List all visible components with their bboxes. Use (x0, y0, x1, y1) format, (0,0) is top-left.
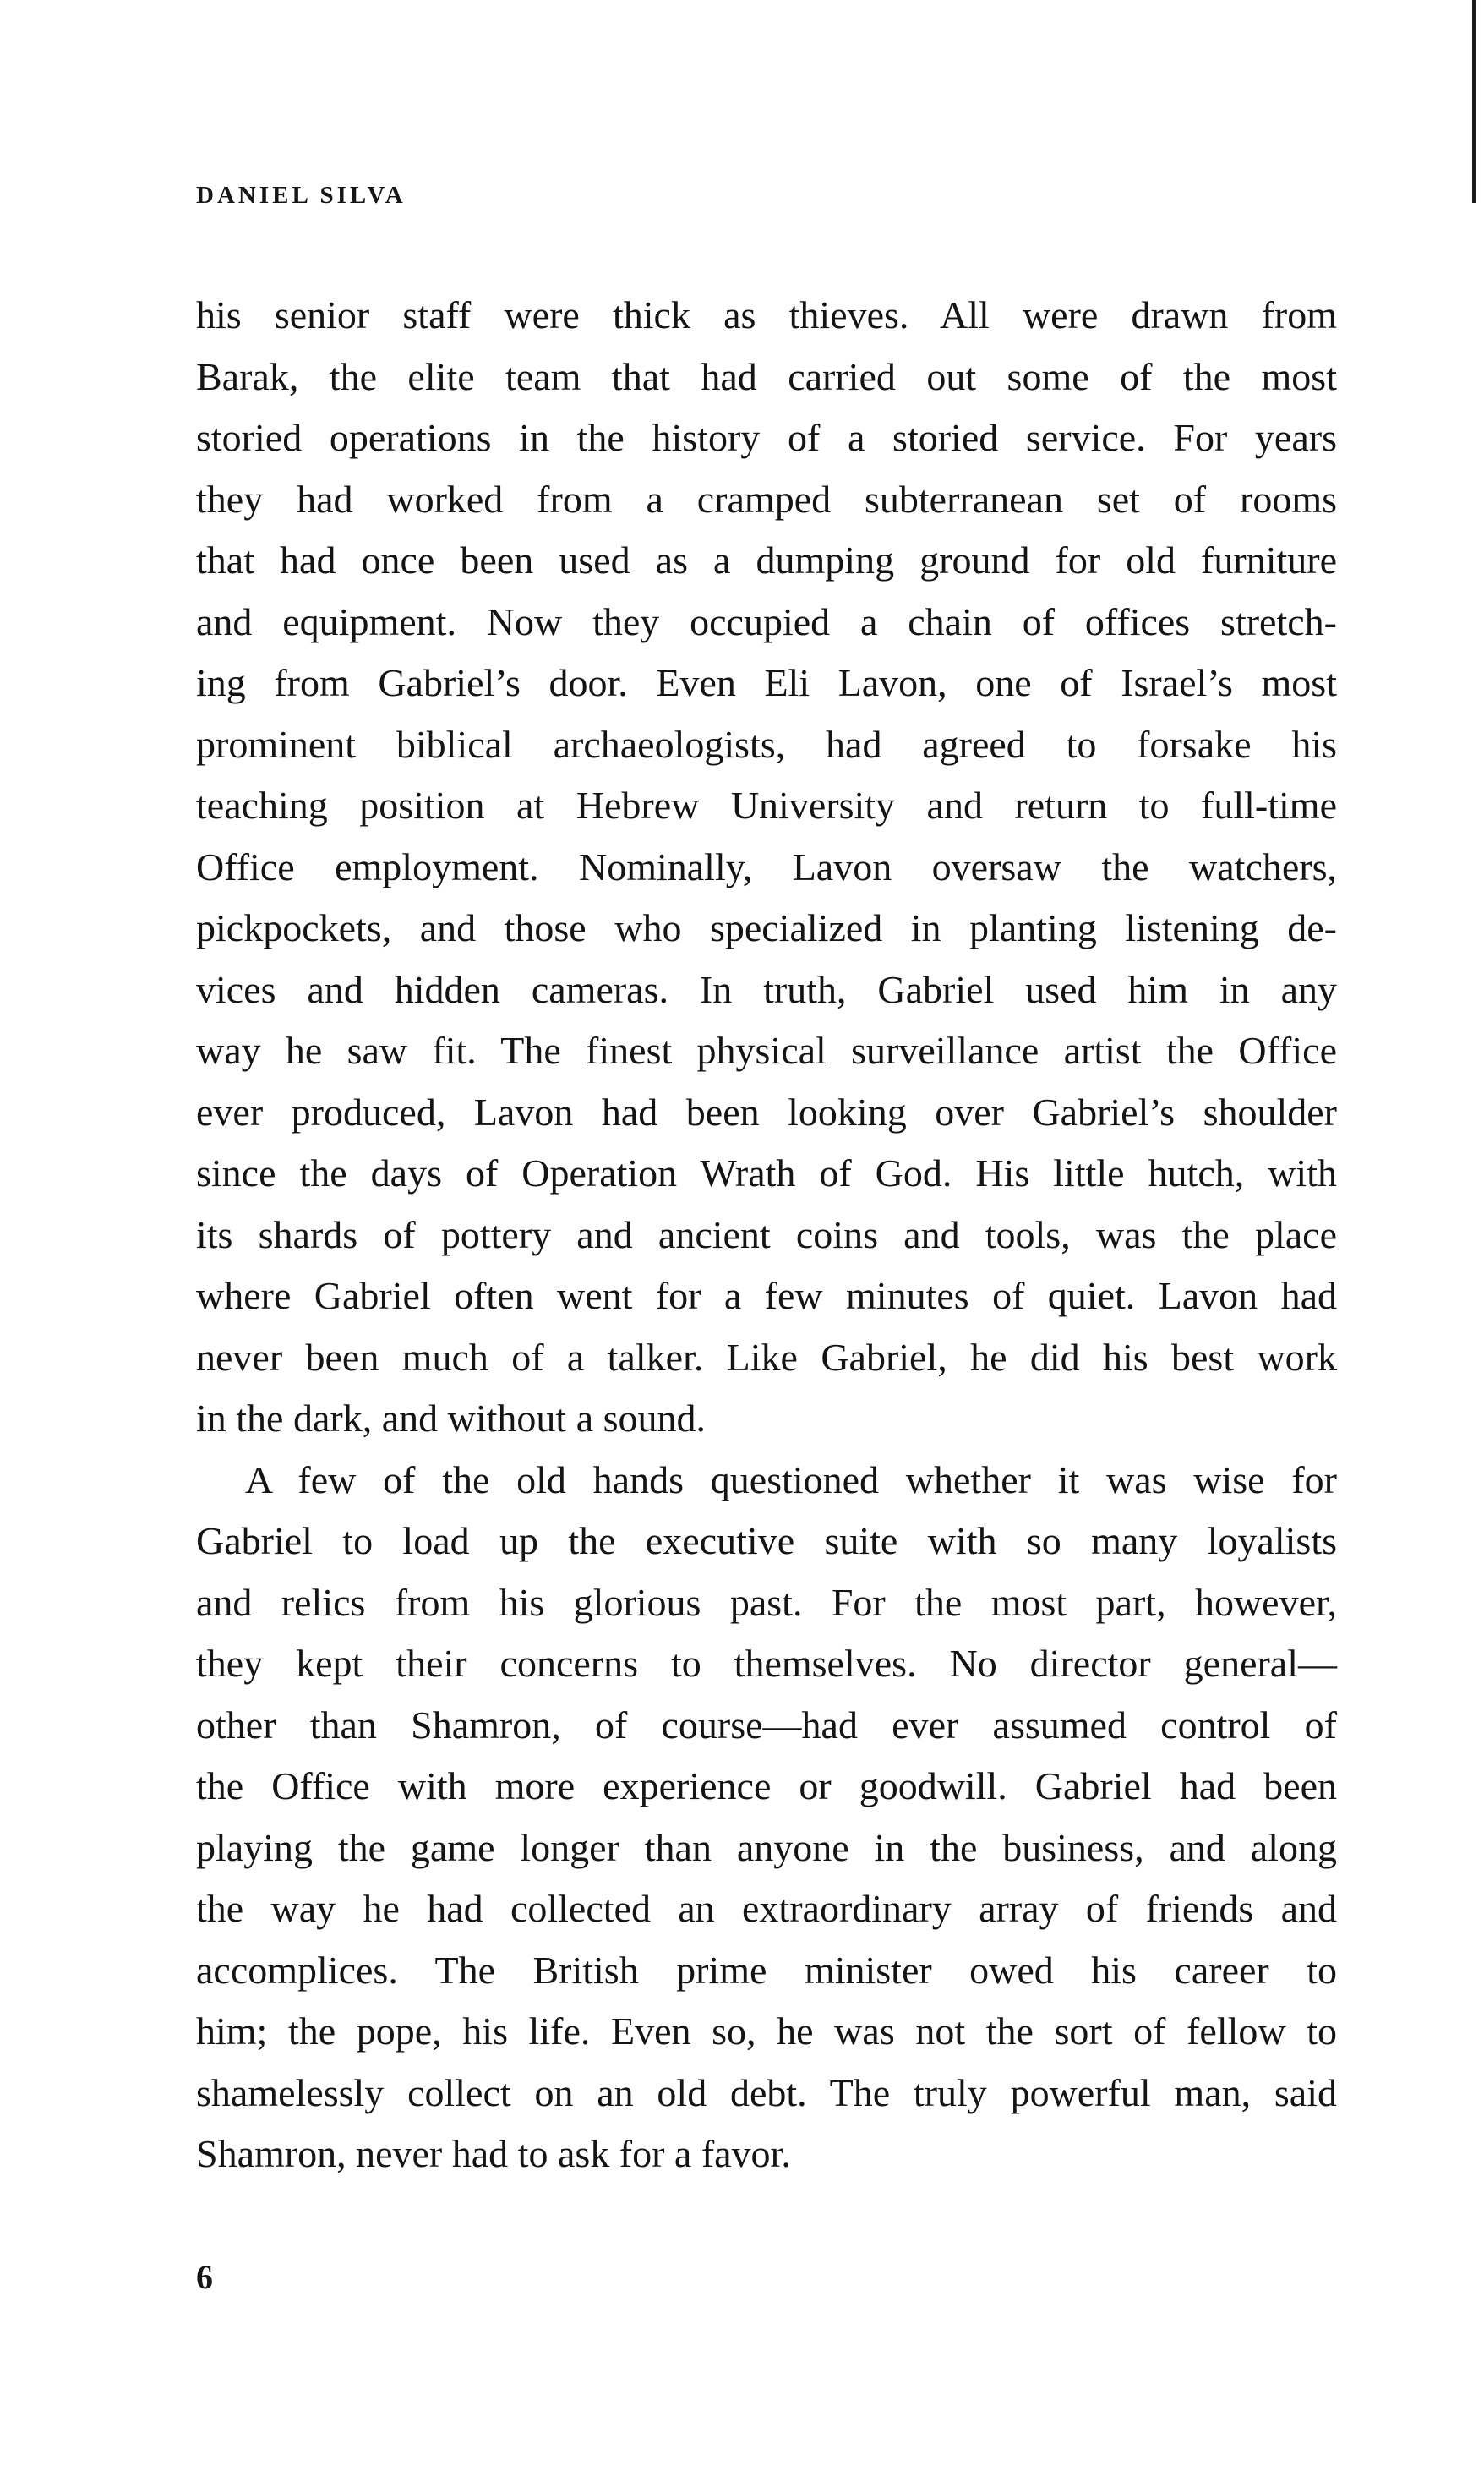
text-line: prominent biblical archaeologists, had agreed to forsake his (196, 722, 1337, 766)
text-line: its shards of pottery and ancient coins and tools, was the place (196, 1212, 1337, 1256)
running-head-author: DANIEL SILVA (196, 182, 406, 209)
text-line: pickpockets, and those who specialized in planting listening de- (196, 906, 1337, 949)
text-line: and equipment. Now they occupied a chain of offices stretch- (196, 599, 1337, 643)
text-line: the Office with more experience or goodwill. Gabriel had been (196, 1764, 1337, 1807)
text-line: in the dark, and without a sound. (196, 1397, 707, 1440)
page-number: 6 (196, 2258, 213, 2296)
text-line: and relics from his glorious past. For the most part, however, (196, 1580, 1337, 1624)
paragraph-2 (196, 1450, 1337, 2185)
text-line: accomplices. The British prime minister owed his career to (196, 1948, 1337, 1992)
text-line: Office employment. Nominally, Lavon oversaw the watchers, (196, 845, 1337, 888)
text-line: vices and hidden cameras. In truth, Gabriel used him in any (196, 967, 1337, 1011)
text-line: his senior staff were thick as thieves. All were drawn from (196, 293, 1337, 336)
text-line: shamelessly collect on an old debt. The truly powerful man, said (196, 2070, 1337, 2114)
text-line: other than Shamron, of course—had ever assumed control of (196, 1703, 1337, 1747)
text-line: ever produced, Lavon had been looking over Gabriel’s shoulder (196, 1090, 1337, 1134)
paragraph-1 (196, 285, 1337, 1450)
body-text (196, 285, 1337, 2185)
text-line: since the days of Operation Wrath of God. His little hutch, with (196, 1151, 1337, 1195)
text-line: storied operations in the history of a storied service. For years (196, 416, 1337, 459)
gutter-shadow-line (1472, 0, 1476, 203)
text-line: the way he had collected an extraordinary array of friends and (196, 1887, 1337, 1930)
text-line: way he saw fit. The finest physical surveillance artist the Office (196, 1029, 1337, 1072)
text-line: they had worked from a cramped subterranean set of rooms (196, 477, 1337, 521)
text-line: never been much of a talker. Like Gabriel, he did his best work (196, 1335, 1337, 1379)
text-line: Barak, the elite team that had carried out some of the most (196, 354, 1337, 398)
text-line: Gabriel to load up the executive suite with so many loyalists (196, 1519, 1337, 1562)
text-line: where Gabriel often went for a few minutes of quiet. Lavon had (196, 1274, 1337, 1317)
text-line: playing the game longer than anyone in the business, and along (196, 1825, 1337, 1869)
text-line: teaching position at Hebrew University and return to full-time (196, 784, 1337, 827)
text-line: A few of the old hands questioned whether it was wise for (245, 1457, 1337, 1501)
text-line: him; the pope, his life. Even so, he was not the sort of fellow to (196, 2009, 1337, 2053)
text-line: Shamron, never had to ask for a favor. (196, 2132, 791, 2175)
text-line: they kept their concerns to themselves. No director general— (196, 1642, 1337, 1685)
text-line: that had once been used as a dumping ground for old furniture (196, 538, 1337, 582)
text-line: ing from Gabriel’s door. Even Eli Lavon, one of Israel’s most (196, 661, 1337, 704)
